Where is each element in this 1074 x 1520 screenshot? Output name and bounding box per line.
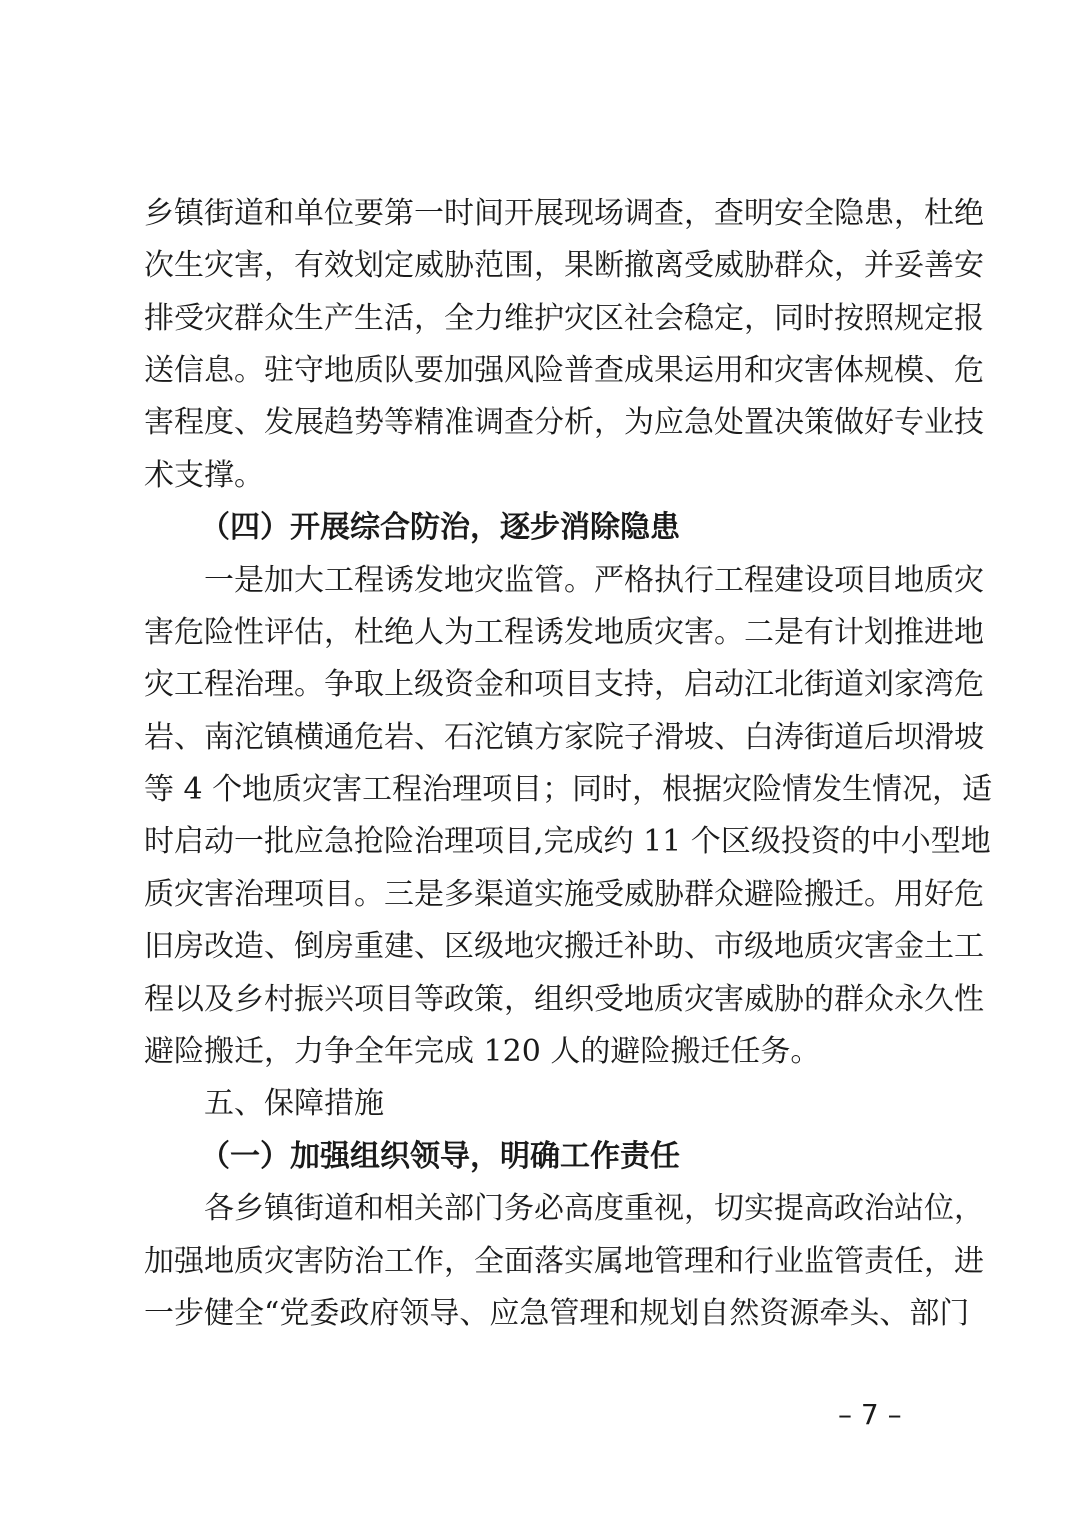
section-heading-5 — [0, 1081, 1074, 1127]
paragraph-text: 各乡镇街道和相关部门务必高度重视，切实提高政治站位， — [204, 1191, 984, 1226]
paragraph-text: 一是加大工程诱发地灾监管。严格执行工程建设项目地质灾 — [204, 563, 984, 598]
paragraph-text: 旧房改造、倒房重建、区级地灾搬迁补助、市级地质灾害金土工 — [144, 929, 984, 964]
text-line-5 — [0, 400, 1074, 446]
heading-text: 五、保障措施 — [204, 1086, 384, 1121]
paragraph-text: 灾工程治理。争取上级资金和项目支持，启动江北街道刘家湾危 — [144, 667, 984, 702]
section-heading-4 — [0, 505, 1074, 551]
paragraph-text: 送信息。驻守地质队要加强风险普查成果运用和灾害体规模、危 — [144, 353, 984, 388]
paragraph-text: 排受灾群众生产生活，全力维护灾区社会稳定，同时按照规定报 — [144, 301, 984, 336]
text-line-14 — [0, 872, 1074, 918]
text-line-15 — [0, 924, 1074, 970]
text-line-1 — [0, 191, 1074, 237]
text-line-12 — [0, 767, 1074, 813]
text-line-13 — [0, 819, 1074, 865]
text-line-20 — [0, 1186, 1074, 1232]
paragraph-text: 质灾害治理项目。三是多渠道实施受威胁群众避险搬迁。用好危 — [144, 877, 984, 912]
subheading-text: （一）加强组织领导，明确工作责任 — [200, 1139, 680, 1174]
text-line-9 — [0, 610, 1074, 656]
text-line-16 — [0, 977, 1074, 1023]
subheading-text: （四）开展综合防治，逐步消除隐患 — [200, 510, 680, 545]
text-line-8 — [0, 558, 1074, 604]
paragraph-text: 害危险性评估，杜绝人为工程诱发地质灾害。二是有计划推进地 — [144, 615, 984, 650]
paragraph-text: 加强地质灾害防治工作，全面落实属地管理和行业监管责任，进 — [144, 1244, 984, 1279]
paragraph-text: 乡镇街道和单位要第一时间开展现场调查，查明安全隐患，杜绝 — [144, 196, 984, 231]
paragraph-text: 时启动一批应急抢险治理项目,完成约 11 个区级投资的中小型地 — [144, 824, 991, 859]
text-line-2 — [0, 243, 1074, 289]
text-line-3 — [0, 296, 1074, 342]
text-line-6 — [0, 453, 1074, 499]
paragraph-text: 岩、南沱镇横通危岩、石沱镇方家院子滑坡、白涛街道后坝滑坡 — [144, 720, 984, 755]
text-line-10 — [0, 662, 1074, 708]
paragraph-text: 术支撑。 — [144, 458, 264, 493]
page-number: – 7 – — [838, 1398, 902, 1431]
text-line-11 — [0, 715, 1074, 761]
text-line-22 — [0, 1291, 1074, 1337]
text-line-4 — [0, 348, 1074, 394]
paragraph-text: 避险搬迁，力争全年完成 120 人的避险搬迁任务。 — [144, 1034, 821, 1069]
text-line-21 — [0, 1239, 1074, 1285]
paragraph-text: 次生灾害，有效划定威胁范围，果断撤离受威胁群众，并妥善安 — [144, 248, 984, 283]
paragraph-text: 一步健全“党委政府领导、应急管理和规划自然资源牵头、部门 — [144, 1296, 970, 1331]
paragraph-text: 程以及乡村振兴项目等政策，组织受地质灾害威胁的群众永久性 — [144, 982, 984, 1017]
paragraph-text: 等 4 个地质灾害工程治理项目；同时，根据灾险情发生情况，适 — [144, 772, 993, 807]
paragraph-text: 害程度、发展趋势等精准调查分析，为应急处置决策做好专业技 — [144, 405, 984, 440]
text-line-17 — [0, 1029, 1074, 1075]
section-heading-5-1 — [0, 1134, 1074, 1180]
